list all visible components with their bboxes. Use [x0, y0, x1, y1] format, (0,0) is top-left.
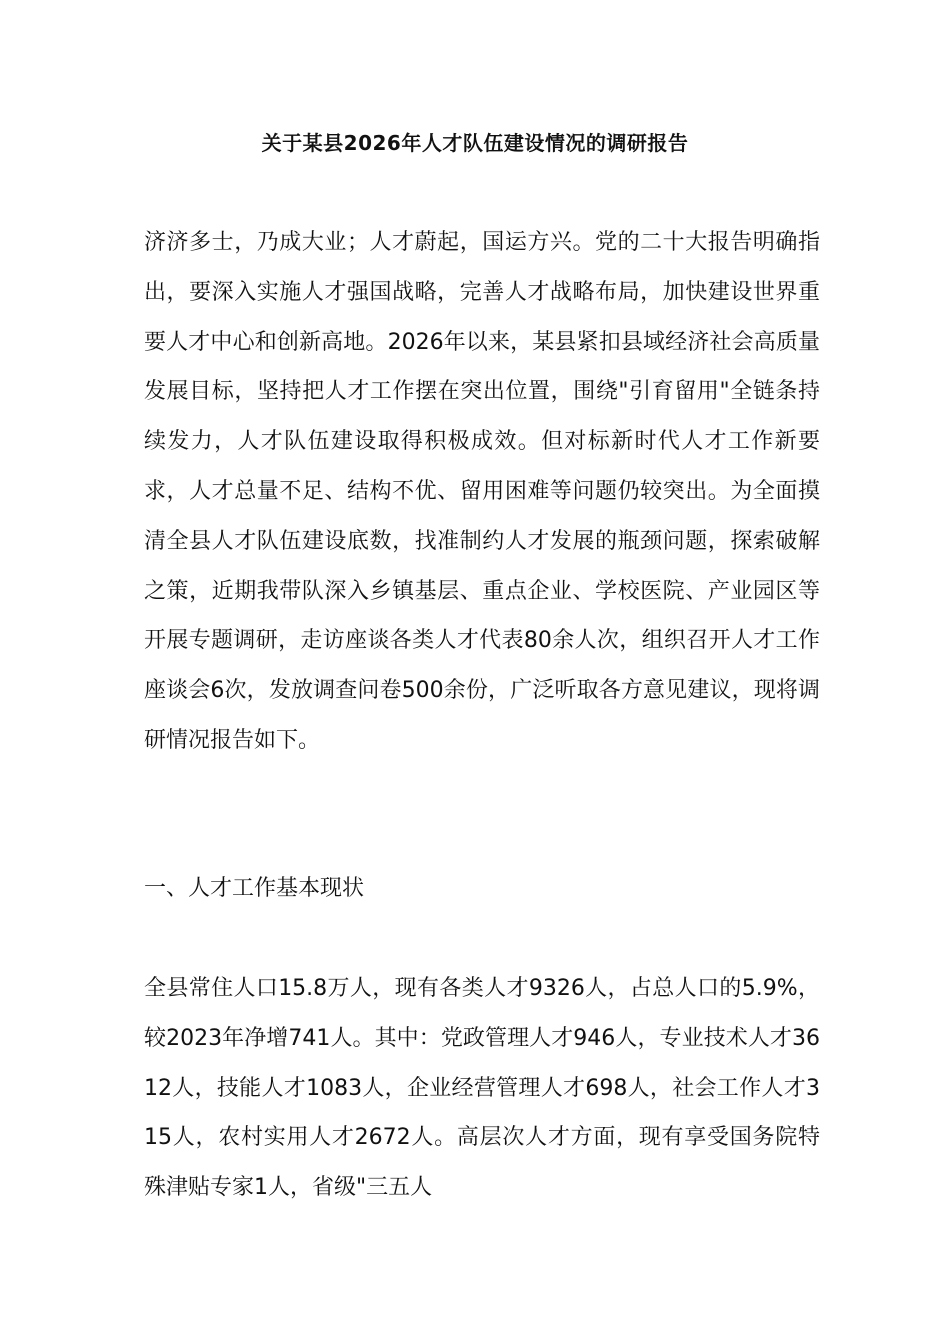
status-paragraph: 全县常住人口15.8万人，现有各类人才9326人，占总人口的5.9%，较2023年净增741人。其中：党政管理人才946人，专业技术人才3612人，技能人才1083人，企业经营管理人才698人，社会工作人才315人，农村实用人才2672人。高层次人才方面，现有享受国务院特殊津贴专家1人，省级"三五人	[144, 976, 821, 1201]
intro-paragraph: 济济多士，乃成大业；人才蔚起，国运方兴。党的二十大报告明确指出，要深入实施人才强国战略，完善人才战略布局，加快建设世界重要人才中心和创新高地。2026年以来，某县紧扣县域经济社会高质量发展目标，坚持把人才工作摆在突出位置，围绕"引育留用"全链条持续发力，人才队伍建设取得积极成效。但对标新时代人才工作新要求，人才总量不足、结构不优、留用困难等问题仍较突出。为全面摸清全县人才队伍建设底数，找准制约人才发展的瓶颈问题，探索破解之策，近期我带队深入乡镇基层、重点企业、学校医院、产业园区等开展专题调研，走访座谈各类人才代表80余人次，组织召开人才工作座谈会6次，发放调查问卷500余份，广泛听取各方意见建议，现将调研情况报告如下。	[144, 230, 820, 753]
section-heading: 一、人才工作基本现状	[144, 876, 365, 901]
document-title: 关于某县2026年人才队伍建设情况的调研报告	[261, 131, 689, 155]
